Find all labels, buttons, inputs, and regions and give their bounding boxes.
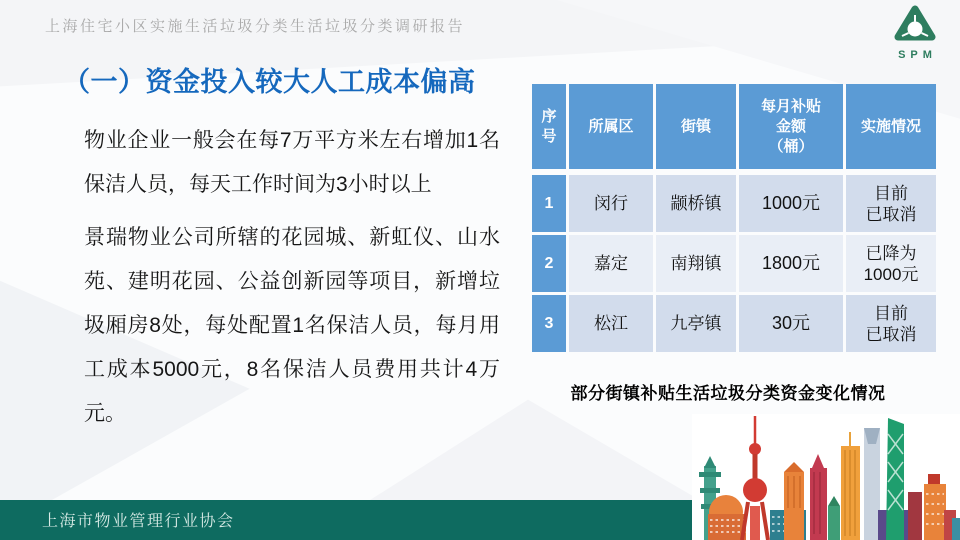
col-header-subsidy: 每月补贴 金额 （桶） — [739, 84, 843, 172]
footer-organization: 上海市物业管理行业协会 — [42, 513, 235, 530]
cell-town: 颛桥镇 — [656, 175, 736, 232]
body-text-block — [84, 119, 500, 445]
cell-subsidy: 1000元 — [739, 175, 843, 232]
cell-status: 已降为 1000元 — [846, 235, 936, 292]
col-header-status: 实施情况 — [846, 84, 936, 172]
cell-status: 目前 已取消 — [846, 295, 936, 352]
subsidy-table — [529, 81, 939, 355]
cell-index: 2 — [532, 235, 566, 292]
table-row — [532, 235, 936, 292]
paragraph-2: 景瑞物业公司所辖的花园城、新虹仪、山水苑、建明花园、公益创新园等项目，新增垃圾厢房8处，每处配置1名保洁人员，每月用工成本5000元，8名保洁人员费用共计4万元。 — [84, 226, 500, 425]
table-row — [532, 175, 936, 232]
section-title: （一）资金投入较大人工成本偏高 — [63, 67, 476, 97]
cell-district: 松江 — [569, 295, 653, 352]
col-header-index: 序 号 — [532, 84, 566, 172]
cell-index: 3 — [532, 295, 566, 352]
table-header-row — [532, 84, 936, 172]
cell-town: 九亭镇 — [656, 295, 736, 352]
col-header-district: 所属区 — [569, 84, 653, 172]
cell-town: 南翔镇 — [656, 235, 736, 292]
spm-triangle-icon — [893, 30, 937, 47]
cell-district: 闵行 — [569, 175, 653, 232]
table-row — [532, 295, 936, 352]
cell-district: 嘉定 — [569, 235, 653, 292]
spm-logo — [884, 5, 946, 61]
report-title: 上海住宅小区实施生活垃圾分类生活垃圾分类调研报告 — [45, 18, 466, 35]
paragraph-1: 物业企业一般会在每7万平方米左右增加1名保洁人员，每天工作时间为3小时以上 — [84, 129, 500, 196]
subsidy-table-area — [529, 81, 927, 404]
cell-subsidy: 30元 — [739, 295, 843, 352]
cell-status: 目前 已取消 — [846, 175, 936, 232]
spm-logo-text: SPM — [898, 49, 937, 61]
col-header-town: 街镇 — [656, 84, 736, 172]
cell-subsidy: 1800元 — [739, 235, 843, 292]
table-caption: 部分街镇补贴生活垃圾分类资金变化情况 — [570, 384, 886, 403]
shanghai-skyline-illustration — [692, 414, 960, 540]
cell-index: 1 — [532, 175, 566, 232]
